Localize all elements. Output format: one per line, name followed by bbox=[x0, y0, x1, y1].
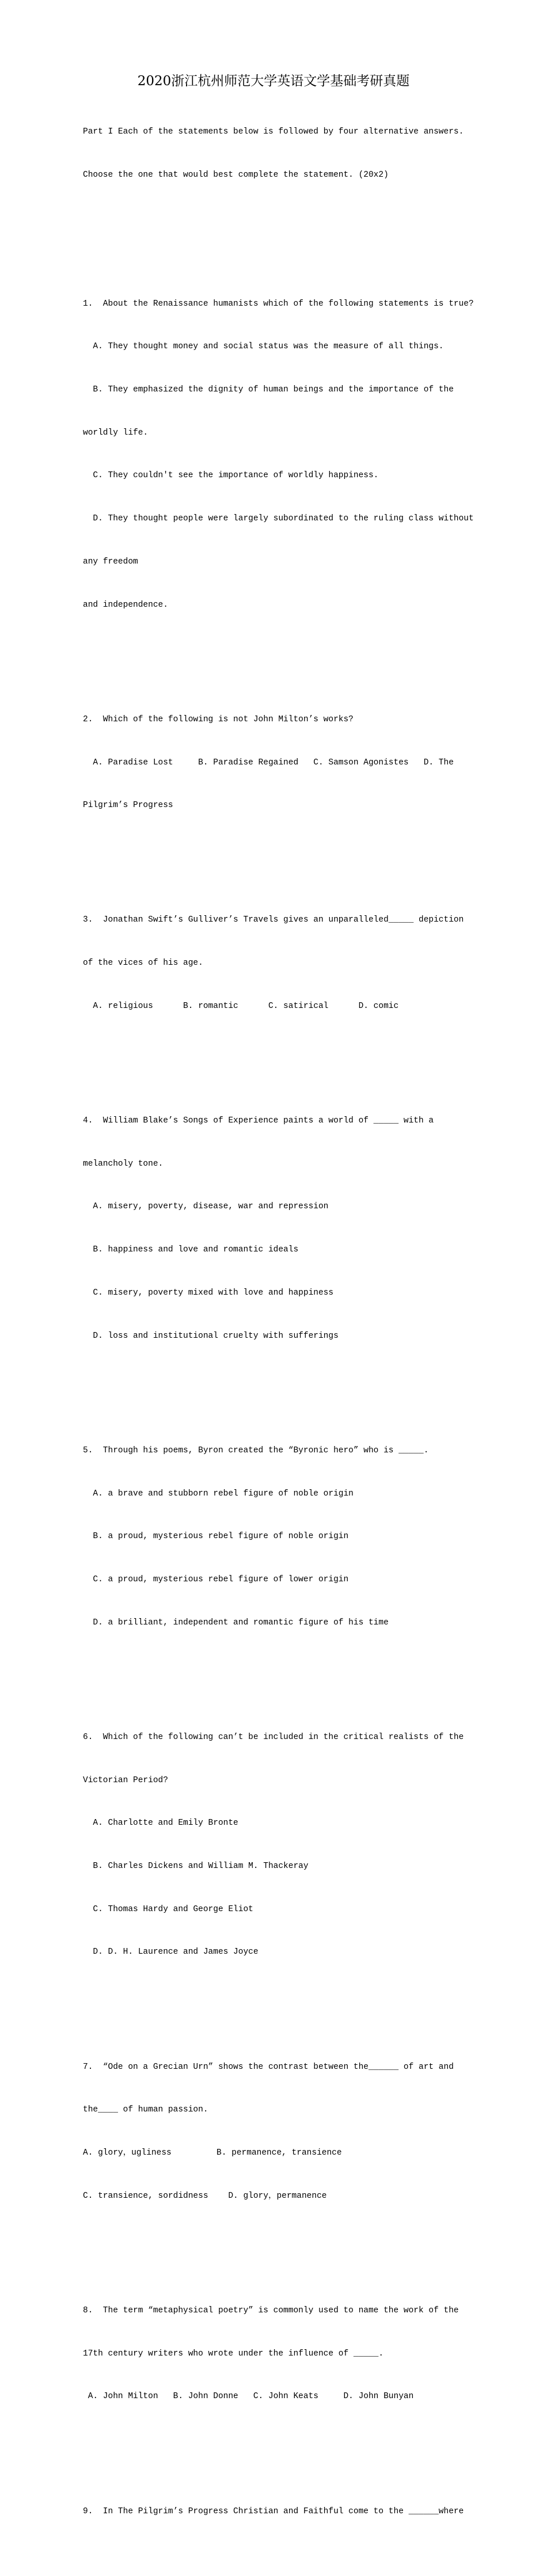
option-line: D. D. H. Laurence and James Joyce bbox=[83, 1947, 259, 1957]
intro-line: Choose the one that would best complete the statement. (20x2) bbox=[83, 170, 389, 180]
option-line: Pilgrim’s Progress bbox=[83, 801, 173, 811]
question-9 bbox=[83, 2476, 474, 2548]
question-line: 5. Through his poems, Byron created the “Byronic hero” who is _____. bbox=[83, 1445, 429, 1455]
question-line: 8. The term “metaphysical poetry” is commonly used to name the work of the bbox=[83, 2305, 459, 2315]
question-line: of the vices of his age. bbox=[83, 958, 203, 968]
question-line: 6. Which of the following can’t be included in the critical realists of the bbox=[83, 1732, 464, 1742]
question-line: 17th century writers who wrote under the influence of _____. bbox=[83, 2349, 384, 2358]
question-3 bbox=[83, 885, 474, 1042]
option-line: C. transience, sordidness D. glory，permanence bbox=[83, 2191, 327, 2201]
intro-line: Part I Each of the statements below is followed by four alternative answers. bbox=[83, 127, 464, 136]
question-line: 7. “Ode on a Grecian Urn” shows the contrast between the______ of art and bbox=[83, 2062, 454, 2072]
question-1 bbox=[83, 268, 474, 641]
option-line: B. Charles Dickens and William M. Thackeray bbox=[83, 1861, 309, 1871]
option-line: A. religious B. romantic C. satirical D. comic bbox=[83, 1001, 399, 1011]
option-line: C. Thomas Hardy and George Eliot bbox=[83, 1904, 253, 1914]
question-line: 2. Which of the following is not John Milton’s works? bbox=[83, 714, 354, 724]
option-line: and independence. bbox=[83, 600, 168, 610]
option-line: A. a brave and stubborn rebel figure of noble origin bbox=[83, 1489, 354, 1498]
question-6 bbox=[83, 1702, 474, 1988]
question-8 bbox=[83, 2275, 474, 2433]
option-line: B. happiness and love and romantic ideals bbox=[83, 1245, 299, 1255]
option-line: C. a proud, mysterious rebel figure of lower origin bbox=[83, 1574, 349, 1584]
question-line: 4. William Blake’s Songs of Experience paints a world of _____ with a bbox=[83, 1116, 434, 1126]
option-line: D. a brilliant, independent and romantic figure of his time bbox=[83, 1618, 389, 1627]
question-5 bbox=[83, 1415, 474, 1658]
option-line: A. misery, poverty, disease, war and repression bbox=[83, 1202, 329, 1212]
question-line: 1. About the Renaissance humanists which of the following statements is true? bbox=[83, 299, 474, 309]
option-line: B. They emphasized the dignity of human beings and the importance of the bbox=[83, 385, 454, 395]
option-line: A. John Milton B. John Donne C. John Keats D. John Bunyan bbox=[83, 2392, 414, 2402]
option-line: D. They thought people were largely subordinated to the ruling class without bbox=[83, 514, 474, 524]
document-body bbox=[83, 96, 474, 2576]
option-line: B. a proud, mysterious rebel figure of noble origin bbox=[83, 1532, 349, 1542]
question-7 bbox=[83, 2031, 474, 2232]
option-line: A. Charlotte and Emily Bronte bbox=[83, 1818, 238, 1828]
option-line: worldly life. bbox=[83, 428, 149, 437]
question-2 bbox=[83, 684, 474, 842]
option-line: A. glory，ugliness B. permanence, transience bbox=[83, 2148, 342, 2158]
spacer bbox=[83, 211, 474, 225]
page-title: 2020浙江杭州师范大学英语文学基础考研真题 bbox=[137, 74, 410, 89]
question-line: melancholy tone. bbox=[83, 1159, 164, 1169]
option-line: A. Paradise Lost B. Paradise Regained C. Samson Agonistes D. The bbox=[83, 758, 454, 767]
option-line: C. They couldn't see the importance of worldly happiness. bbox=[83, 471, 379, 481]
question-line: 9. In The Pilgrim’s Progress Christian and Faithful come to the ______where bbox=[83, 2506, 464, 2516]
question-line: the____ of human passion. bbox=[83, 2105, 208, 2115]
question-line: 3. Jonathan Swift’s Gulliver’s Travels gives an unparalleled_____ depiction bbox=[83, 915, 464, 925]
option-line: A. They thought money and social status was the measure of all things. bbox=[83, 342, 444, 352]
option-line: any freedom bbox=[83, 557, 138, 566]
option-line: C. misery, poverty mixed with love and happiness bbox=[83, 1288, 334, 1297]
question-4 bbox=[83, 1085, 474, 1372]
question-line: Victorian Period? bbox=[83, 1775, 168, 1785]
option-line: D. loss and institutional cruelty with sufferings bbox=[83, 1331, 339, 1341]
